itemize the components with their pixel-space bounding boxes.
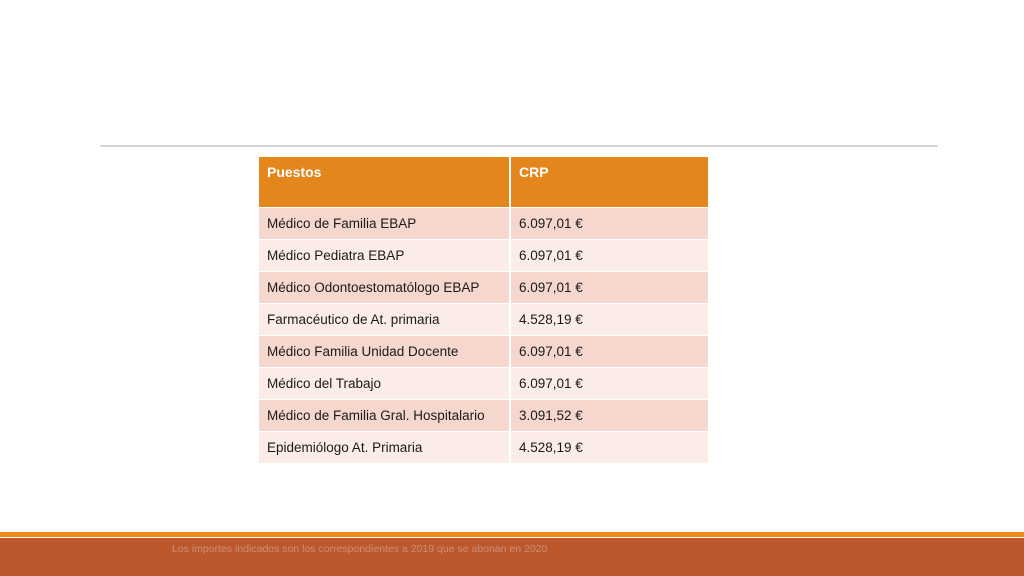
footer-stripe: [0, 532, 1024, 537]
top-divider: [100, 145, 938, 147]
footer-note: Los importes indicados son los correspondientes a 2019 que se abonan en 2020: [172, 543, 548, 555]
table-row: [259, 207, 708, 239]
cell-puesto: Médico de Familia EBAP: [259, 207, 510, 239]
cell-puesto: Farmacéutico de At. primaria: [259, 303, 510, 335]
cell-puesto: Médico del Trabajo: [259, 367, 510, 399]
cell-puesto: Médico Odontoestomatólogo EBAP: [259, 271, 510, 303]
cell-crp: 6.097,01 €: [510, 239, 708, 271]
header-puestos: Puestos: [259, 157, 510, 207]
header-crp: CRP: [510, 157, 708, 207]
cell-puesto: Médico Familia Unidad Docente: [259, 335, 510, 367]
table-row: [259, 431, 708, 463]
cell-crp: 6.097,01 €: [510, 207, 708, 239]
cell-crp: 6.097,01 €: [510, 271, 708, 303]
cell-crp: 4.528,19 €: [510, 303, 708, 335]
cell-crp: 6.097,01 €: [510, 335, 708, 367]
cell-crp: 6.097,01 €: [510, 367, 708, 399]
table-row: [259, 399, 708, 431]
table-row: [259, 303, 708, 335]
table-row: [259, 239, 708, 271]
table-row: [259, 367, 708, 399]
crp-table: [259, 157, 708, 463]
cell-puesto: Médico de Familia Gral. Hospitalario: [259, 399, 510, 431]
table-row: [259, 335, 708, 367]
table-row: [259, 271, 708, 303]
cell-puesto: Epidemiólogo At. Primaria: [259, 431, 510, 463]
cell-crp: 4.528,19 €: [510, 431, 708, 463]
cell-puesto: Médico Pediatra EBAP: [259, 239, 510, 271]
table-header-row: [259, 157, 708, 207]
cell-crp: 3.091,52 €: [510, 399, 708, 431]
